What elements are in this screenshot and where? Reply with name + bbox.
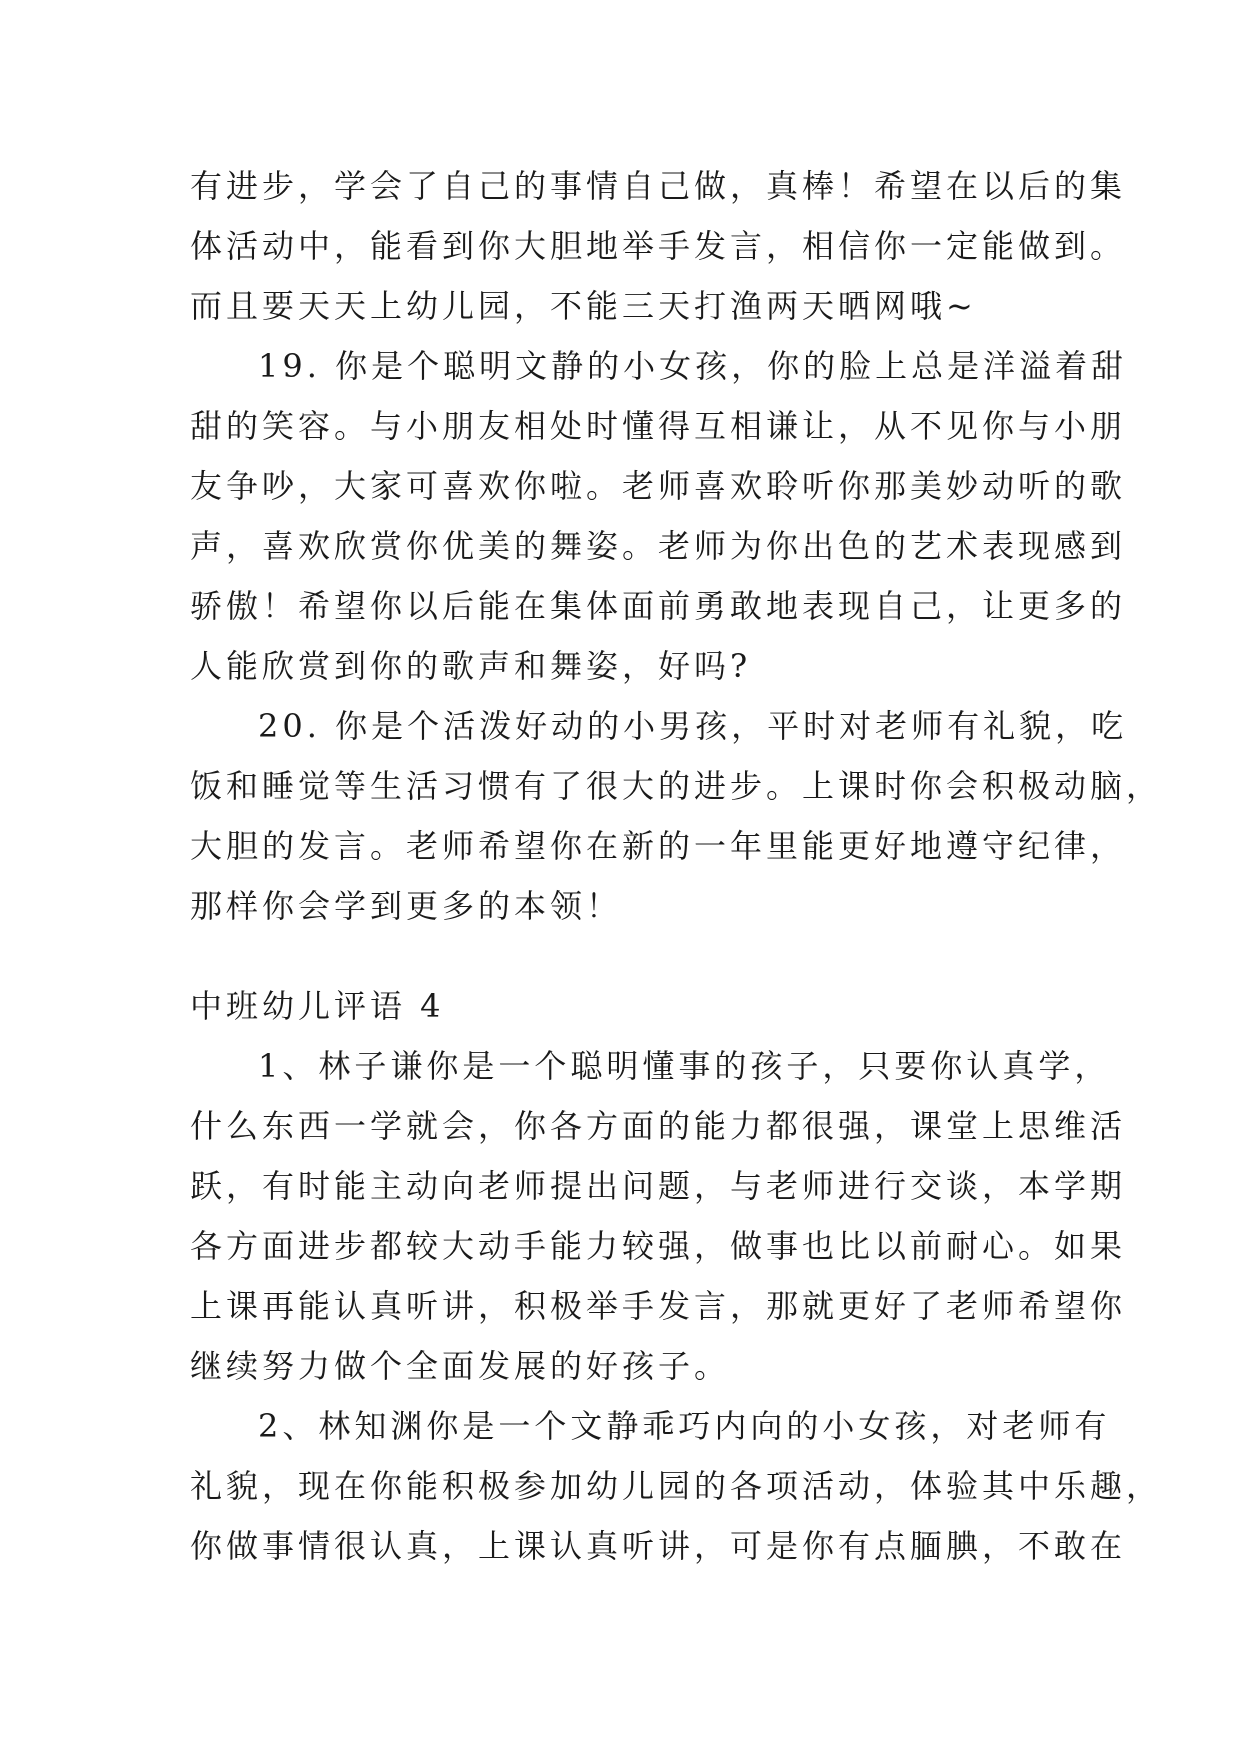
text-line: 礼貌，现在你能积极参加幼儿园的各项活动，体验其中乐趣， <box>190 1467 1163 1505</box>
paragraph-20 <box>190 696 1163 936</box>
paragraph-19 <box>190 336 1128 696</box>
text-line: 有进步，学会了自己的事情自己做，真棒！希望在以后的集 <box>190 167 1127 205</box>
text-line: 上课再能认真听讲，积极举手发言，那就更好了老师希望你 <box>190 1287 1127 1325</box>
text-line: 声，喜欢欣赏你优美的舞姿。老师为你出色的艺术表现感到 <box>190 527 1127 565</box>
text-line: 你做事情很认真，上课认真听讲，可是你有点腼腆，不敢在 <box>190 1527 1127 1565</box>
text-line: 跃，有时能主动向老师提出问题，与老师进行交谈，本学期 <box>190 1167 1127 1205</box>
text-line: 骄傲！希望你以后能在集体面前勇敢地表现自己，让更多的 <box>190 587 1127 625</box>
item-1 <box>190 1036 1127 1396</box>
text-line: 1、林子谦你是一个聪明懂事的孩子，只要你认真学， <box>258 1047 1111 1085</box>
item-2 <box>190 1396 1163 1576</box>
text-line: 饭和睡觉等生活习惯有了很大的进步。上课时你会积极动脑， <box>190 767 1163 805</box>
text-line: 体活动中，能看到你大胆地举手发言，相信你一定能做到。 <box>190 227 1127 265</box>
paragraph-continued <box>190 156 1127 336</box>
text-line: 继续努力做个全面发展的好孩子。 <box>190 1347 731 1385</box>
text-line: 19. 你是个聪明文静的小女孩，你的脸上总是洋溢着甜 <box>258 347 1128 385</box>
text-line: 20. 你是个活泼好动的小男孩，平时对老师有礼貌，吃 <box>258 707 1128 745</box>
text-line: 大胆的发言。老师希望你在新的一年里能更好地遵守纪律， <box>190 827 1127 865</box>
text-line: 那样你会学到更多的本领！ <box>190 887 623 925</box>
text-line: 甜的笑容。与小朋友相处时懂得互相谦让，从不见你与小朋 <box>190 407 1127 445</box>
text-line: 而且要天天上幼儿园，不能三天打渔两天晒网哦~ <box>190 287 977 325</box>
text-line: 各方面进步都较大动手能力较强，做事也比以前耐心。如果 <box>190 1227 1127 1265</box>
section-heading-text: 中班幼儿评语 4 <box>190 987 445 1025</box>
text-line: 人能欣赏到你的歌声和舞姿，好吗? <box>190 647 752 685</box>
section-heading <box>190 976 1080 1036</box>
text-line: 2、林知渊你是一个文静乖巧内向的小女孩，对老师有 <box>258 1407 1111 1445</box>
text-line: 友争吵，大家可喜欢你啦。老师喜欢聆听你那美妙动听的歌 <box>190 467 1127 505</box>
text-line: 什么东西一学就会，你各方面的能力都很强，课堂上思维活 <box>190 1107 1127 1145</box>
